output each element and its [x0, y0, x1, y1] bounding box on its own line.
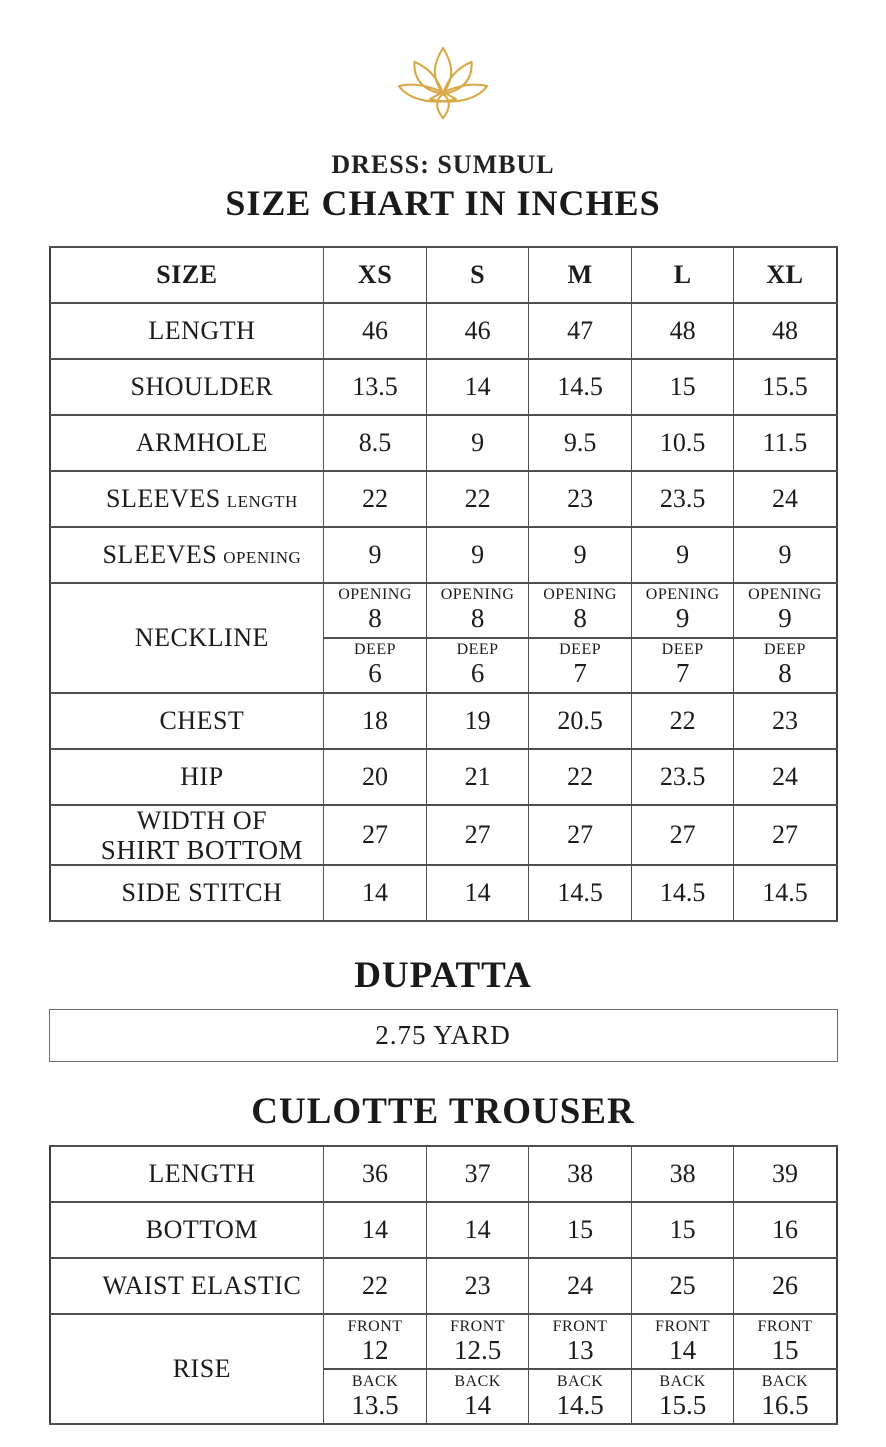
value-cell: 27 [324, 805, 427, 865]
value-cell: 9 [734, 527, 837, 583]
split-value-cell [324, 1369, 427, 1424]
split-sub-label: OPENING [338, 586, 412, 604]
value-cell: 19 [426, 693, 529, 749]
value-cell: 21 [426, 749, 529, 805]
split-sub-label: BACK [454, 1372, 501, 1390]
value-cell: 23.5 [631, 471, 734, 527]
value-cell: 9 [426, 415, 529, 471]
value-cell: 27 [631, 805, 734, 865]
split-sub-label: OPENING [645, 586, 720, 604]
split-value: 6 [368, 658, 382, 689]
split-value-cell [324, 583, 427, 638]
split-value: 13.5 [351, 1389, 399, 1420]
value-cell: 9 [631, 527, 734, 583]
split-value-cell [529, 1314, 632, 1369]
value-cell: 23 [426, 1258, 529, 1314]
split-value-cell [324, 1314, 427, 1369]
split-value-cell [529, 1369, 632, 1424]
page-title: SIZE CHART IN INCHES [225, 183, 661, 223]
header-cell: L [631, 247, 734, 303]
row-label-cell [50, 749, 324, 805]
brand-header [0, 40, 886, 224]
culotte-title: CULOTTE TROUSER [251, 1091, 635, 1133]
value-cell: 15 [529, 1202, 632, 1258]
header-cell: XS [324, 247, 427, 303]
value-cell: 14 [426, 865, 529, 921]
split-value-cell [631, 1369, 734, 1424]
row-label-cell [50, 359, 324, 415]
value-cell: 36 [324, 1146, 427, 1202]
split-value-cell [734, 583, 837, 638]
split-sub-label: FRONT [552, 1317, 608, 1335]
split-value-cell [631, 583, 734, 638]
split-value: 15 [771, 1334, 799, 1365]
header-cell: S [426, 247, 529, 303]
value-cell: 14 [426, 359, 529, 415]
split-sub-label: FRONT [450, 1317, 506, 1335]
row-label-cell [50, 527, 324, 583]
value-cell: 46 [426, 303, 529, 359]
split-sub-label: BACK [556, 1372, 604, 1390]
row-label: HIP [180, 762, 224, 791]
split-sub-label: DEEP [354, 641, 397, 659]
header-cell: SIZE [50, 247, 324, 303]
value-cell: 46 [324, 303, 427, 359]
row-label-cell [50, 1202, 324, 1258]
split-value: 12.5 [453, 1334, 502, 1365]
split-sub-label: DEEP [559, 641, 602, 659]
split-value: 14.5 [556, 1389, 604, 1420]
row-label-cell [50, 805, 324, 865]
row-sub-label: OPENING [223, 548, 302, 567]
table-row [50, 527, 837, 583]
value-cell: 25 [631, 1258, 734, 1314]
split-value: 6 [470, 658, 485, 689]
table-row [50, 1314, 837, 1369]
split-value: 16.5 [761, 1389, 809, 1420]
value-cell: 22 [631, 693, 734, 749]
lotus-logo-icon [0, 40, 886, 134]
value-cell: 14 [324, 1202, 427, 1258]
row-label-cell [50, 865, 324, 921]
split-value-cell [734, 1314, 837, 1369]
value-cell: 23.5 [631, 749, 734, 805]
table-row [50, 359, 837, 415]
split-value: 12 [361, 1334, 389, 1365]
split-value-cell [734, 1369, 837, 1424]
value-cell: 14 [426, 1202, 529, 1258]
value-cell: 10.5 [631, 415, 734, 471]
split-sub-label: OPENING [543, 586, 617, 604]
table-row [50, 583, 837, 638]
value-cell: 9 [529, 527, 632, 583]
value-cell: 18 [324, 693, 427, 749]
value-cell: 15 [631, 359, 734, 415]
split-value: 14 [464, 1389, 492, 1420]
value-cell: 24 [734, 471, 837, 527]
table-row [50, 749, 837, 805]
row-label-cell [50, 1146, 324, 1202]
split-sub-label: DEEP [661, 641, 704, 659]
table-row [50, 1258, 837, 1314]
value-cell: 27 [529, 805, 632, 865]
split-value: 8 [778, 658, 792, 689]
split-sub-label: FRONT [757, 1317, 813, 1335]
culotte-trouser-table [49, 1145, 838, 1425]
value-cell: 22 [324, 471, 427, 527]
row-label: WAIST ELASTIC [102, 1271, 302, 1301]
dupatta-title: DUPATTA [354, 955, 532, 997]
table-row [50, 865, 837, 921]
row-sub-label: LENGTH [226, 492, 298, 511]
value-cell: 14.5 [734, 865, 837, 921]
split-sub-label: DEEP [456, 641, 499, 659]
split-value-cell [426, 1369, 529, 1424]
table-row [50, 805, 837, 865]
split-sub-label: OPENING [748, 586, 822, 604]
split-value-cell [426, 1314, 529, 1369]
size-chart-table [49, 246, 838, 922]
value-cell: 8.5 [324, 415, 427, 471]
value-cell: 9 [324, 527, 427, 583]
value-cell: 14.5 [529, 865, 632, 921]
row-label-line2: SHIRT BOTTOM [100, 835, 303, 865]
row-label: LENGTH [148, 1159, 256, 1189]
value-cell: 24 [529, 1258, 632, 1314]
value-cell: 14.5 [631, 865, 734, 921]
row-label: SIDE STITCH [121, 878, 283, 908]
value-cell: 11.5 [734, 415, 837, 471]
row-label: ARMHOLE [135, 428, 268, 457]
table-row [50, 693, 837, 749]
split-value-cell [529, 638, 632, 693]
value-cell: 48 [631, 303, 734, 359]
row-label-cell [50, 1258, 324, 1314]
split-sub-label: BACK [659, 1372, 706, 1390]
value-cell: 9 [426, 527, 529, 583]
split-value: 7 [675, 658, 690, 689]
split-sub-label: BACK [761, 1372, 809, 1390]
value-cell: 22 [324, 1258, 427, 1314]
split-value: 9 [778, 603, 792, 634]
value-cell: 27 [734, 805, 837, 865]
split-sub-label: OPENING [440, 586, 515, 604]
row-label-cell [50, 471, 324, 527]
split-value: 8 [470, 603, 485, 634]
split-sub-label: DEEP [763, 641, 806, 659]
value-cell: 15 [631, 1202, 734, 1258]
split-value: 15.5 [659, 1389, 707, 1420]
split-value: 13 [566, 1334, 594, 1365]
split-value: 8 [573, 603, 587, 634]
dupatta-value-box [49, 1009, 838, 1062]
row-label: CHEST [159, 706, 245, 735]
split-value: 8 [368, 603, 382, 634]
value-cell: 16 [734, 1202, 837, 1258]
row-label-cell [50, 303, 324, 359]
split-value: 9 [675, 603, 690, 634]
value-cell: 47 [529, 303, 632, 359]
row-label-cell [50, 693, 324, 749]
value-cell: 23 [529, 471, 632, 527]
split-value: 14 [669, 1334, 697, 1365]
value-cell: 23 [734, 693, 837, 749]
table-row [50, 1146, 837, 1202]
header-cell: M [529, 247, 632, 303]
row-label: LENGTH [148, 316, 256, 345]
row-label-cell: NECKLINE [50, 583, 324, 693]
value-cell: 37 [426, 1146, 529, 1202]
table-row [50, 415, 837, 471]
split-sub-label: FRONT [655, 1317, 711, 1335]
header-cell: XL [734, 247, 837, 303]
table-row [50, 1202, 837, 1258]
value-cell: 22 [529, 749, 632, 805]
value-cell: 9.5 [529, 415, 632, 471]
split-sub-label: FRONT [347, 1317, 403, 1335]
value-cell: 38 [631, 1146, 734, 1202]
value-cell: 13.5 [324, 359, 427, 415]
row-label: SHOULDER [130, 372, 274, 401]
row-label: SLEEVES [106, 484, 221, 513]
value-cell: 14.5 [529, 359, 632, 415]
value-cell: 14 [324, 865, 427, 921]
split-value-cell [529, 583, 632, 638]
value-cell: 24 [734, 749, 837, 805]
split-value-cell [426, 638, 529, 693]
table-header-row [50, 247, 837, 303]
value-cell: 20 [324, 749, 427, 805]
row-label: WIDTH OF [136, 806, 268, 835]
split-value: 7 [573, 658, 587, 689]
dupatta-value: 2.75 YARD [375, 1020, 511, 1051]
dress-name: DRESS: SUMBUL [331, 150, 555, 179]
split-value-cell [631, 638, 734, 693]
split-value-cell [426, 583, 529, 638]
value-cell: 39 [734, 1146, 837, 1202]
value-cell: 22 [426, 471, 529, 527]
value-cell: 26 [734, 1258, 837, 1314]
split-value-cell [734, 638, 837, 693]
split-value-cell [324, 638, 427, 693]
table-row [50, 303, 837, 359]
value-cell: 15.5 [734, 359, 837, 415]
row-label-cell: RISE [50, 1314, 324, 1424]
row-label: SLEEVES [102, 540, 218, 569]
split-sub-label: BACK [351, 1372, 399, 1390]
table-row [50, 471, 837, 527]
value-cell: 38 [529, 1146, 632, 1202]
value-cell: 27 [426, 805, 529, 865]
row-label: BOTTOM [145, 1215, 259, 1245]
split-value-cell [631, 1314, 734, 1369]
value-cell: 20.5 [529, 693, 632, 749]
value-cell: 48 [734, 303, 837, 359]
row-label-cell [50, 415, 324, 471]
